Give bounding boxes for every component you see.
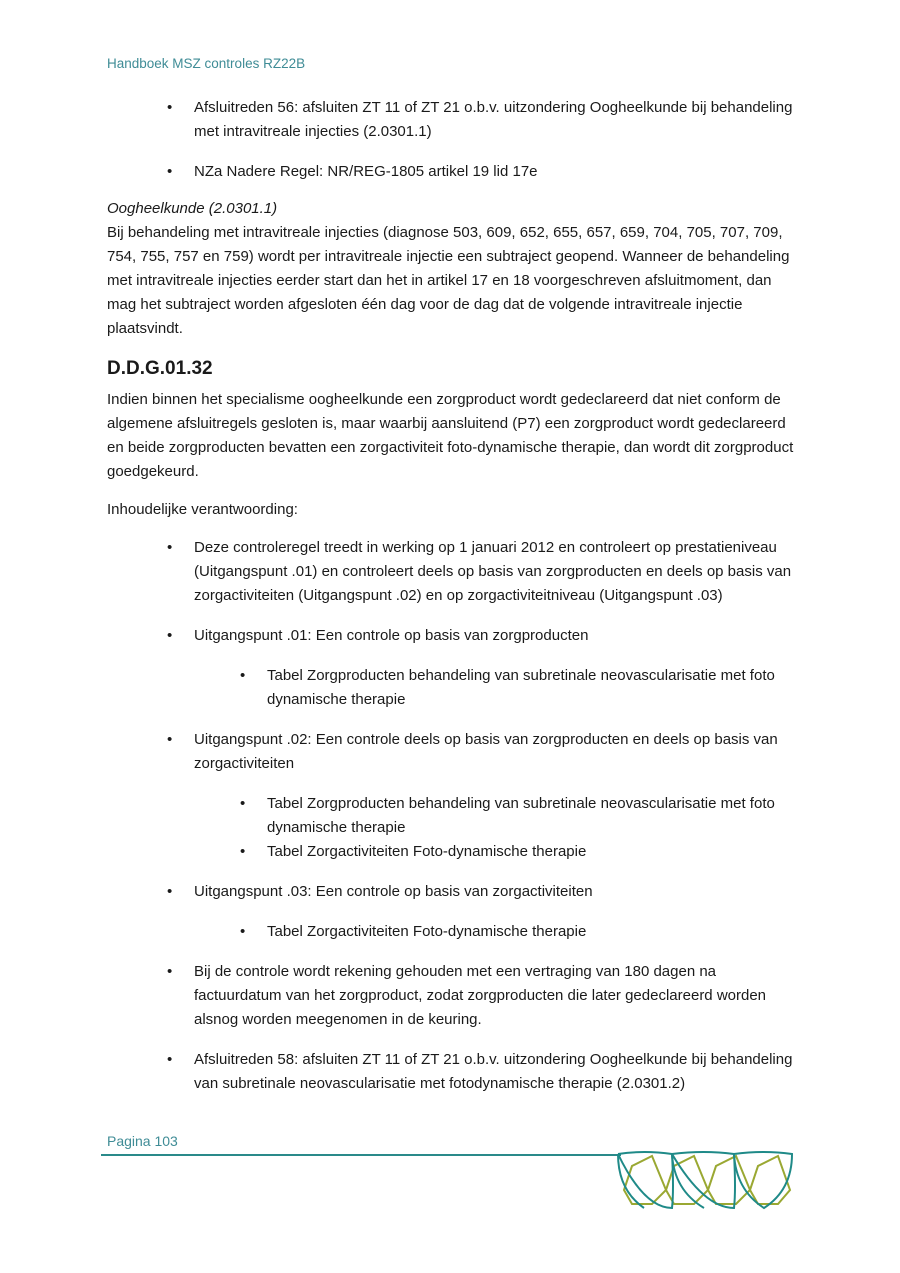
list-item: • Uitgangspunt .01: Een controle op basis van zorgproducten — [107, 624, 797, 648]
sub-list-item: • Tabel Zorgactiviteiten Foto-dynamische therapie — [107, 920, 797, 944]
sub-list-item: • Tabel Zorgproducten behandeling van subretinale neovascularisatie met foto dynamische therapie — [107, 792, 797, 840]
subsection-heading: Oogheelkunde (2.0301.1) — [107, 200, 278, 217]
list-item: • Uitgangspunt .03: Een controle op basis van zorgactiviteiten — [107, 880, 797, 904]
page-number: Pagina 103 — [107, 1133, 178, 1149]
list-item: • Afsluitreden 58: afsluiten ZT 11 of ZT 21 o.b.v. uitzondering Oogheelkunde bij behandeling van subretinale neovascularisatie met fotodynamische therapie (2.0301.2) — [107, 1048, 797, 1096]
oogheelkunde-section — [107, 197, 797, 341]
section-heading: D.D.G.01.32 — [107, 358, 213, 379]
list-item: • Uitgangspunt .02: Een controle deels op basis van zorgproducten en deels op basis van zorgactiviteiten — [107, 728, 797, 776]
list-item: • Deze controleregel treedt in werking op 1 januari 2012 en controleert op prestatieniveau (Uitgangspunt .01) en controleert deels op basis van zorgproducten en deels op basis van zorgactiviteiten (Uitgangspunt .02) en op zorgactiviteitniveau (Uitgangspunt .03) — [107, 536, 797, 608]
top-bullet-list — [107, 96, 797, 184]
logo-hex-shape — [708, 1156, 750, 1204]
logo-arc-shape — [734, 1152, 792, 1208]
list-item: • Bij de controle wordt rekening gehouden met een vertraging van 180 dagen na factuurdatum van het zorgproduct, zodat zorgproducten die later gedeclareerd worden alsnog worden meegenomen in de keuring. — [107, 960, 797, 1032]
logo-hex-shape — [750, 1156, 790, 1204]
logo-hex-shape — [624, 1156, 666, 1204]
logo-arc-shape — [618, 1152, 673, 1208]
list-item: • Afsluitreden 56: afsluiten ZT 11 of ZT 21 o.b.v. uitzondering Oogheelkunde bij behandeling met intravitreale injecties (2.0301.1) — [107, 96, 797, 144]
justification-label: Inhoudelijke verantwoording: — [107, 501, 298, 518]
justification-list — [107, 536, 797, 1096]
running-header: Handboek MSZ controles RZ22B — [107, 56, 306, 71]
sub-list-item: • Tabel Zorgproducten behandeling van subretinale neovascularisatie met foto dynamische therapie — [107, 664, 797, 712]
paragraph: Bij behandeling met intravitreale injecties (diagnose 503, 609, 652, 655, 657, 659, 704, 705, 707, 709, 754, 755, 757 en 759) wordt per intravitreale injectie een subtraject geopend. Wanneer de behandeling met intravitreale injecties eerder start dan het in artikel 17 en 18 voorgeschreven afsluitmoment, dan mag het subtraject worden afgesloten één dag voor de dag dat de volgende intravitreale injectie plaatsvindt. — [107, 224, 790, 337]
rule-description: Indien binnen het specialisme oogheelkunde een zorgproduct wordt gedeclareerd dat niet conform de algemene afsluitregels gesloten is, maar waarbij aansluitend (P7) een zorgproduct wordt gedeclareerd en beide zorgproducten bevatten een zorgactiviteit foto-dynamische therapie, dan wordt dit zorgproduct goedgekeurd. — [107, 391, 794, 480]
rule-section — [107, 358, 797, 1096]
footer-divider — [101, 1154, 621, 1156]
list-item: • NZa Nadere Regel: NR/REG-1805 artikel 19 lid 17e — [107, 160, 797, 184]
footer-logo-icon — [614, 1150, 794, 1210]
sub-list-item: • Tabel Zorgactiviteiten Foto-dynamische therapie — [107, 840, 797, 864]
